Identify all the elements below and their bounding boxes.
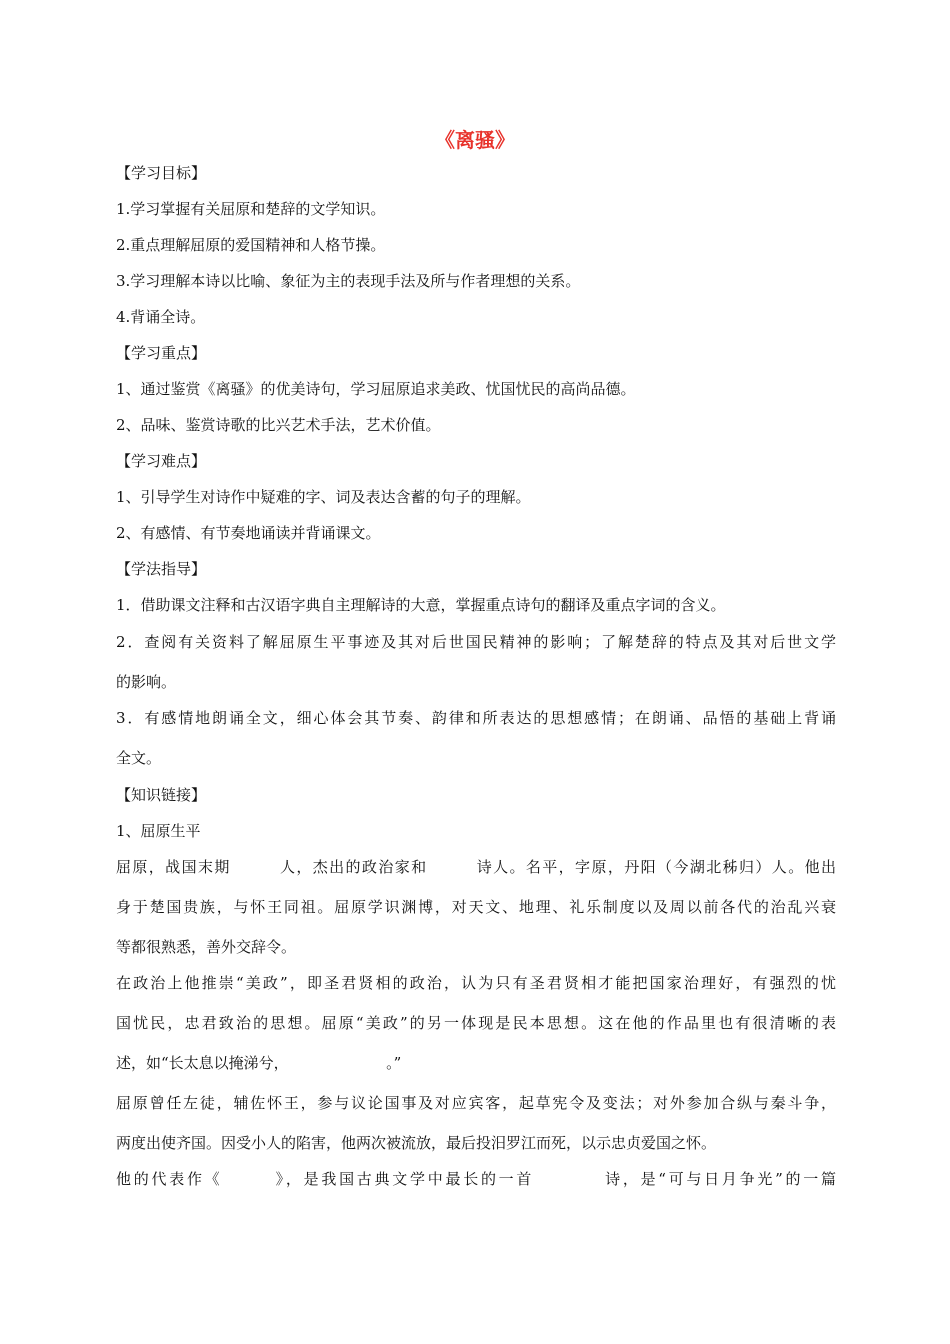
objective-item: 1.学习掌握有关屈原和楚辞的文学知识。 [116, 200, 386, 218]
objective-item: 3.学习理解本诗以比喻、象征为主的表现手法及所与作者理想的关系。 [116, 272, 581, 290]
method-line: 1．借助课文注释和古汉语字典自主理解诗的大意，掌握重点诗句的翻译及重点字词的含义。 [116, 596, 726, 614]
objective-item: 4.背诵全诗。 [116, 308, 206, 326]
knowledge-line: 屈原，战国末期 人，杰出的政治家和 诗人。名平，字原，丹阳（今湖北秭归）人。他出 [116, 858, 836, 876]
section-heading-method: 【学法指导】 [116, 560, 207, 578]
method-line: 全文。 [116, 749, 162, 767]
section-heading-key-points: 【学习重点】 [116, 344, 207, 362]
key-point-item: 2、品味、鉴赏诗歌的比兴艺术手法，艺术价值。 [116, 416, 441, 434]
method-line: 2．查阅有关资料了解屈原生平事迹及其对后世国民精神的影响；了解楚辞的特点及其对后世文学 [116, 633, 836, 651]
method-line: 3．有感情地朗诵全文，细心体会其节奏、韵律和所表达的思想感情；在朗诵、品悟的基础上背诵 [116, 709, 836, 727]
knowledge-line: 两度出使齐国。因受小人的陷害，他两次被流放，最后投汨罗江而死，以示忠贞爱国之怀。 [116, 1134, 717, 1152]
knowledge-line: 等都很熟悉，善外交辞令。 [116, 938, 297, 956]
knowledge-line: 他的代表作《 》，是我国古典文学中最长的一首 诗，是“可与日月争光”的一篇 [116, 1170, 836, 1188]
method-line: 的影响。 [116, 673, 177, 691]
section-heading-difficulties: 【学习难点】 [116, 452, 207, 470]
key-point-item: 1、通过鉴赏《离骚》的优美诗句，学习屈原追求美政、忧国忧民的高尚品德。 [116, 380, 636, 398]
knowledge-line: 屈原曾任左徒，辅佐怀王，参与议论国事及对应宾客，起草宪令及变法；对外参加合纵与秦斗争， [116, 1094, 836, 1112]
page-title: 《离骚》 [435, 128, 515, 152]
section-heading-objectives: 【学习目标】 [116, 164, 207, 182]
knowledge-line: 身于楚国贵族，与怀王同祖。屈原学识渊博，对天文、地理、礼乐制度以及周以前各代的治乱兴衰 [116, 898, 836, 916]
objective-item: 2.重点理解屈原的爱国精神和人格节操。 [116, 236, 386, 254]
knowledge-line: 在政治上他推崇“美政”，即圣君贤相的政治，认为只有圣君贤相才能把国家治理好，有强烈的忧 [116, 974, 836, 992]
knowledge-line: 述，如“长太息以掩涕兮， 。” [116, 1054, 402, 1072]
knowledge-subheading: 1、屈原生平 [116, 822, 201, 840]
difficulty-item: 1、引导学生对诗作中疑难的字、词及表达含蓄的句子的理解。 [116, 488, 531, 506]
knowledge-line: 国忧民，忠君致治的思想。屈原“美政”的另一体现是民本思想。这在他的作品里也有很清晰的表 [116, 1014, 836, 1032]
section-heading-knowledge: 【知识链接】 [116, 786, 207, 804]
difficulty-item: 2、有感情、有节奏地诵读并背诵课文。 [116, 524, 381, 542]
